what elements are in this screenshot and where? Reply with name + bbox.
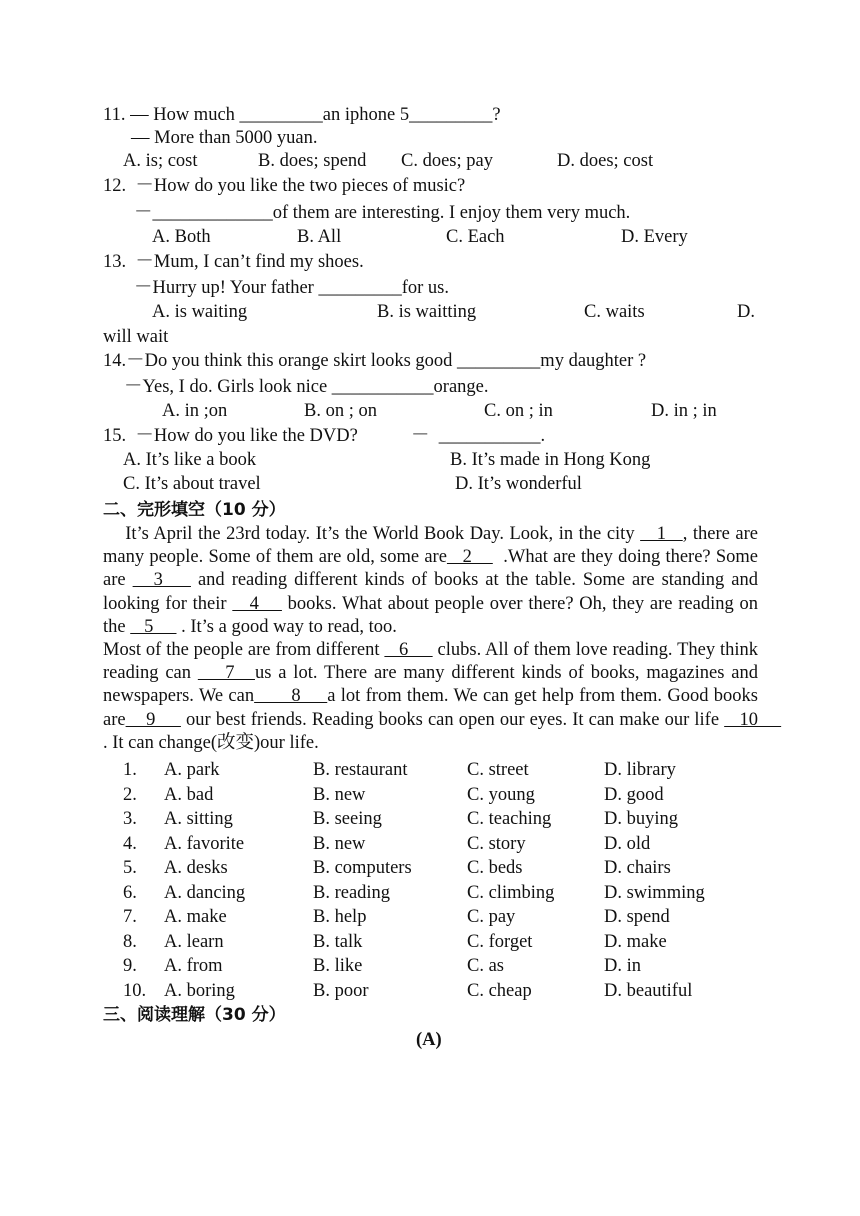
cloze-option-a: A. boring xyxy=(164,980,235,1001)
cloze-option-number: 7. xyxy=(123,907,137,927)
passage-text: It’s April the 23rd today. It’s the World Book Day. Look, in the city xyxy=(103,524,641,544)
cloze-option-d: D. library xyxy=(604,760,676,780)
passage-text: , there are many people. Some of them are old, some are xyxy=(103,524,763,568)
passage-text: clubs. All of them love reading. They think reading can xyxy=(103,640,763,684)
cloze-blank: 4 xyxy=(232,593,282,614)
cloze-option-d: D. spend xyxy=(604,907,670,927)
cloze-option-c: C. beds xyxy=(467,858,523,878)
cloze-option-a: A. bad xyxy=(164,784,214,805)
passage-text: . It can change(改变)our life. xyxy=(103,709,786,753)
cloze-option-a: A. dancing xyxy=(164,882,246,903)
cloze-option-d: D. chairs xyxy=(604,858,671,878)
question-15-options-row2 xyxy=(103,474,582,498)
cloze-option-b: B. seeing xyxy=(313,809,382,829)
cloze-option-number: 5. xyxy=(123,858,137,878)
option-d: D. does; cost xyxy=(557,151,654,171)
cloze-option-d: D. beautiful xyxy=(604,980,693,1001)
option-c: C. on ; in xyxy=(484,401,553,421)
cloze-option-a: A. sitting xyxy=(164,809,233,829)
passage-text: Most of the people are from different xyxy=(103,640,385,661)
cloze-blank: 2 xyxy=(446,547,493,568)
question-12-answer: －_____________of them are interesting. I enjoy them very much. xyxy=(134,203,631,223)
option-a: A. in ;on xyxy=(162,401,228,421)
passage-text: our best friends. Reading books can open our eyes. It can make our life xyxy=(180,709,725,730)
cloze-blank: 8 xyxy=(254,686,328,707)
question-14-options xyxy=(103,401,717,425)
question-15-answer: － ___________. xyxy=(411,426,546,446)
option-b: B. All xyxy=(297,227,342,247)
cloze-option-d: D. buying xyxy=(604,809,678,829)
cloze-option-d: D. make xyxy=(604,931,667,952)
section-3-heading: 三、阅读理解（30 分） xyxy=(103,1005,286,1025)
option-b: B. is waitting xyxy=(377,302,477,322)
cloze-option-number: 9. xyxy=(123,956,137,976)
passage-text: and reading different kinds of books at the table. Some are standing and looking for their xyxy=(103,570,763,614)
cloze-option-c: C. street xyxy=(467,760,529,780)
cloze-option-c: C. climbing xyxy=(467,882,555,903)
cloze-option-b: B. new xyxy=(313,833,366,854)
section-2-heading: 二、完形填空（10 分） xyxy=(103,500,286,520)
cloze-option-b: B. help xyxy=(313,907,367,927)
option-b: B. It’s made in Hong Kong xyxy=(450,450,651,470)
cloze-option-c: C. pay xyxy=(467,907,516,927)
option-a: A. It’s like a book xyxy=(123,450,257,470)
question-12-stem: 12. －How do you like the two pieces of music? xyxy=(103,176,466,196)
option-c: C. does; pay xyxy=(401,151,493,171)
option-a: A. is waiting xyxy=(152,302,248,322)
cloze-option-number: 4. xyxy=(123,833,137,854)
question-13-option-d-text: will wait xyxy=(103,327,169,347)
cloze-blank: 7 xyxy=(197,663,255,684)
cloze-option-number: 2. xyxy=(123,784,137,805)
cloze-option-c: C. forget xyxy=(467,931,533,952)
option-d: D. xyxy=(737,302,755,322)
question-11-stem: 11. — How much _________an iphone 5_________? xyxy=(103,105,501,125)
cloze-blank: 6 xyxy=(384,640,433,661)
cloze-option-a: A. from xyxy=(164,956,223,976)
passage-text: .What are they doing there? Some are xyxy=(103,547,763,591)
question-13-answer: －Hurry up! Your father _________for us. xyxy=(134,278,449,298)
cloze-option-b: B. like xyxy=(313,956,363,976)
passage-text: us a lot. There are many different kinds of books, magazines and newspapers. We can xyxy=(103,663,763,707)
question-14-stem: 14.－Do you think this orange skirt looks good _________my daughter ? xyxy=(103,351,647,371)
cloze-option-b: B. reading xyxy=(313,882,391,903)
cloze-option-c: C. cheap xyxy=(467,980,532,1001)
option-a: A. is; cost xyxy=(123,151,198,171)
cloze-option-c: C. teaching xyxy=(467,809,552,829)
question-13-options xyxy=(103,302,755,326)
cloze-option-b: B. poor xyxy=(313,980,369,1001)
cloze-option-d: D. swimming xyxy=(604,882,705,903)
option-d: D. in ; in xyxy=(651,401,717,421)
question-12-options xyxy=(103,227,688,251)
cloze-blank: 3 xyxy=(132,570,191,591)
cloze-option-c: C. young xyxy=(467,784,535,805)
question-11-answer: — More than 5000 yuan. xyxy=(131,128,318,148)
cloze-option-d: D. old xyxy=(604,833,651,854)
cloze-option-c: C. story xyxy=(467,833,526,854)
option-c: C. waits xyxy=(584,302,645,322)
cloze-option-number: 1. xyxy=(123,760,137,780)
section-3-subheading: (A) xyxy=(416,1030,442,1050)
question-13-stem: 13. －Mum, I can’t find my shoes. xyxy=(103,252,364,272)
question-15-options-row1 xyxy=(103,450,651,474)
cloze-blank: 1 xyxy=(640,524,683,544)
cloze-option-a: A. desks xyxy=(164,858,228,878)
question-14-answer: －Yes, I do. Girls look nice ___________orange. xyxy=(124,377,489,397)
cloze-option-number: 8. xyxy=(123,931,137,952)
cloze-option-b: B. computers xyxy=(313,858,412,878)
passage-text: books. What about people over there? Oh, they are reading on the xyxy=(103,593,763,637)
cloze-blank: 9 xyxy=(125,709,181,730)
cloze-option-a: A. favorite xyxy=(164,833,245,854)
option-d: D. It’s wonderful xyxy=(455,474,582,494)
passage-text: a lot from them. We can get help from them. Good books are xyxy=(103,686,763,730)
cloze-option-b: B. talk xyxy=(313,931,363,952)
cloze-option-a: A. learn xyxy=(164,931,224,952)
cloze-option-c: C. as xyxy=(467,956,504,976)
question-15-stem: 15. －How do you like the DVD? xyxy=(103,426,358,446)
option-a: A. Both xyxy=(152,227,211,247)
passage-text: . It’s a good way to read, too. xyxy=(176,616,397,637)
question-11-options xyxy=(103,151,654,175)
cloze-option-number: 6. xyxy=(123,882,137,903)
option-c: C. Each xyxy=(446,227,505,247)
cloze-option-a: A. park xyxy=(164,760,220,780)
cloze-blank: 5 xyxy=(130,616,177,637)
cloze-option-b: B. new xyxy=(313,784,366,805)
option-c: C. It’s about travel xyxy=(123,474,261,494)
option-b: B. on ; on xyxy=(304,401,377,421)
cloze-option-number: 10. xyxy=(123,980,147,1001)
cloze-option-a: A. make xyxy=(164,907,227,927)
option-d: D. Every xyxy=(621,227,688,247)
option-b: B. does; spend xyxy=(258,151,367,171)
cloze-passage xyxy=(103,523,786,755)
cloze-option-d: D. good xyxy=(604,784,664,805)
cloze-option-b: B. restaurant xyxy=(313,760,408,780)
cloze-option-d: D. in xyxy=(604,956,641,976)
cloze-option-number: 3. xyxy=(123,809,137,829)
cloze-blank: 10 xyxy=(724,709,782,730)
